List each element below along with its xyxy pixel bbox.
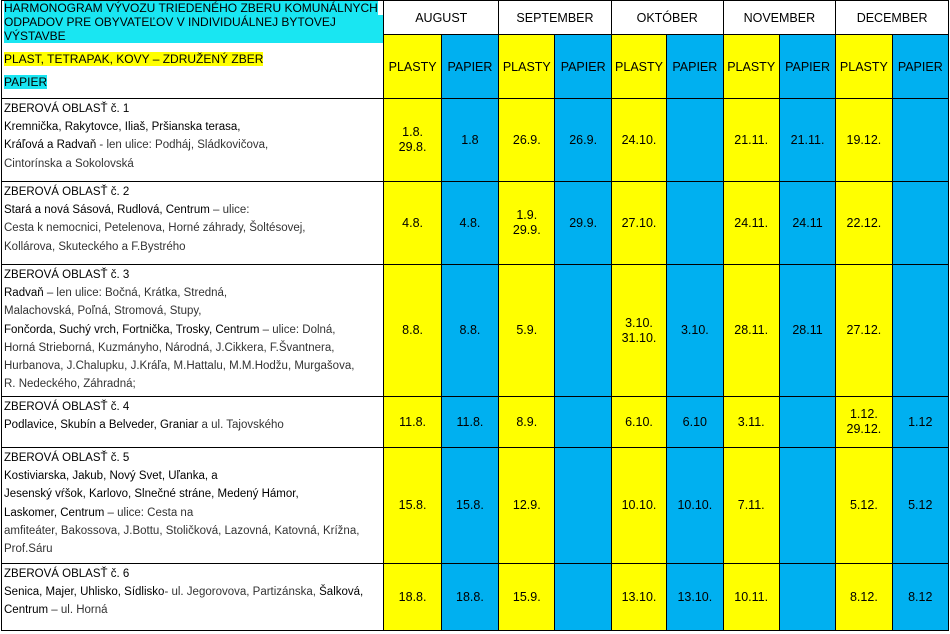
paper-date-cell: 11.8.	[441, 397, 498, 448]
paper-date-cell	[892, 182, 948, 265]
paper-date-cell	[555, 564, 611, 631]
table-row	[2, 564, 949, 631]
street-list: - len ulice: Podháj, Sládkovičova,	[96, 139, 269, 152]
area-title: ZBEROVÁ OBLASŤ č. 4	[4, 401, 130, 413]
paper-date-cell	[779, 397, 835, 448]
paper-header: PAPIER	[779, 35, 835, 99]
locality-name: Kostiviarska, Jakub, Nový Svet, Uľanka, a	[4, 470, 218, 483]
paper-date-cell: 6.10	[667, 397, 723, 448]
plastics-date-cell: 8.8.	[384, 265, 441, 397]
area-title: ZBEROVÁ OBLASŤ č. 6	[4, 568, 130, 580]
plastics-header: PLASTY	[384, 35, 441, 99]
plastics-date-cell: 12.9.	[499, 448, 555, 564]
month-header: OKTÓBER	[611, 1, 723, 35]
area-title: ZBEROVÁ OBLASŤ č. 3	[4, 269, 130, 281]
month-header: AUGUST	[384, 1, 499, 35]
paper-date-cell: 5.12	[892, 448, 948, 564]
street-list: – len ulice: Bočná, Krátka, Stredná,	[43, 287, 228, 300]
plastics-date-cell: 3.10. 31.10.	[611, 265, 666, 397]
plastics-date-cell: 15.9.	[499, 564, 555, 631]
table-row	[2, 397, 949, 448]
street-list: Prof.Sáru	[4, 543, 53, 556]
plastics-date-cell: 7.11.	[723, 448, 779, 564]
area-cell	[2, 397, 384, 448]
plastics-date-cell: 18.8.	[384, 564, 441, 631]
plastics-date-cell: 1.9. 29.9.	[499, 182, 555, 265]
month-header: NOVEMBER	[723, 1, 836, 35]
street-list: Malachovská, Poľná, Stromová, Stupy,	[4, 305, 202, 318]
plastics-date-cell: 10.10.	[611, 448, 666, 564]
paper-date-cell: 8.12	[892, 564, 948, 631]
paper-date-cell: 1.12	[892, 397, 948, 448]
paper-date-cell	[779, 564, 835, 631]
plastics-date-cell: 3.11.	[723, 397, 779, 448]
street-list: - ul. Jegorovova, Partizánska,	[164, 586, 320, 599]
paper-date-cell: 24.11	[779, 182, 835, 265]
locality-name: Šalková,	[319, 586, 364, 599]
street-list: R. Nedeckého, Záhradná;	[4, 378, 136, 391]
paper-date-cell: 26.9.	[555, 99, 611, 182]
plastics-date-cell: 26.9.	[499, 99, 555, 182]
area-streets-line	[4, 485, 381, 503]
paper-header: PAPIER	[892, 35, 948, 99]
locality-name: Podlavice, Skubín a Belveder, Graniar	[4, 419, 199, 432]
street-list: – ul. Horná	[48, 604, 108, 617]
paper-date-cell	[555, 397, 611, 448]
month-header: DECEMBER	[836, 1, 949, 35]
area-title: ZBEROVÁ OBLASŤ č. 2	[4, 186, 130, 198]
street-list: amfiteáter, Bakossova, J.Bottu, Stoličková, Lazovná, Katovná, Krížna,	[4, 524, 360, 537]
plastics-date-cell: 5.9.	[499, 265, 555, 397]
area-streets-line	[4, 504, 381, 522]
area-cell	[2, 448, 384, 564]
paper-date-cell: 18.8.	[441, 564, 498, 631]
area-streets-line	[4, 467, 381, 485]
area-streets-line	[4, 540, 381, 558]
street-list: a ul. Tajovského	[198, 419, 284, 432]
street-list: – ulice: Dolná,	[259, 323, 336, 336]
plastics-date-cell: 5.12.	[836, 448, 892, 564]
plastics-date-cell: 21.11.	[723, 99, 779, 182]
locality-name: Kráľová a Radvaň	[4, 139, 97, 152]
locality-name: Fončorda, Suchý vrch, Fortnička, Trosky, Centrum	[4, 323, 260, 336]
paper-date-cell	[555, 265, 611, 397]
schedule-title-line2: ODPADOV PRE OBYVATEĽOV V INDIVIDUÁLNEJ BYTOVEJ VÝSTAVBE	[4, 15, 383, 43]
table-row	[2, 448, 949, 564]
paper-date-cell: 1.8	[441, 99, 498, 182]
plastics-header: PLASTY	[836, 35, 892, 99]
plastics-date-cell: 11.8.	[384, 397, 441, 448]
area-streets-line	[4, 522, 381, 540]
area-streets-line	[4, 238, 381, 256]
area-cell	[2, 265, 384, 397]
plastics-date-cell: 19.12.	[836, 99, 892, 182]
area-streets-line	[4, 321, 381, 339]
street-list: Kollárova, Skuteckého a F.Bystrého	[4, 240, 186, 253]
plastics-date-cell: 15.8.	[384, 448, 441, 564]
street-list: – ulice: Cesta na	[104, 506, 194, 519]
area-streets-line	[4, 118, 381, 136]
paper-date-cell: 21.11.	[779, 99, 835, 182]
area-title: ZBEROVÁ OBLASŤ č. 5	[4, 452, 130, 464]
paper-date-cell: 4.8.	[441, 182, 498, 265]
paper-date-cell	[779, 448, 835, 564]
legend-plastics: PLAST, TETRAPAK, KOVY – ZDRUŽENÝ ZBER	[4, 52, 264, 66]
area-rows	[2, 99, 949, 631]
area-streets-line	[4, 601, 381, 619]
street-list: Hurbanova, J.Chalupku, J.Kráľa, M.Hattalu, M.M.Hodžu, Murgašova,	[4, 360, 355, 373]
paper-date-cell: 13.10.	[667, 564, 723, 631]
paper-date-cell	[892, 265, 948, 397]
area-cell	[2, 99, 384, 182]
street-list: Cintorínska a Sokolovská	[4, 157, 134, 170]
paper-date-cell: 10.10.	[667, 448, 723, 564]
month-header: SEPTEMBER	[499, 1, 612, 35]
paper-date-cell	[667, 99, 723, 182]
locality-name: Jesenský vŕšok, Karlovo, Slnečné stráne, Medený Hámor,	[4, 488, 299, 501]
plastics-date-cell: 8.12.	[836, 564, 892, 631]
locality-name: Radvaň	[4, 287, 44, 300]
plastics-date-cell: 1.8. 29.8.	[384, 99, 441, 182]
paper-date-cell: 28.11	[779, 265, 835, 397]
paper-date-cell	[555, 448, 611, 564]
area-title: ZBEROVÁ OBLASŤ č. 1	[4, 103, 130, 115]
paper-date-cell: 3.10.	[667, 265, 723, 397]
street-list: – ulice:	[209, 204, 250, 217]
plastics-date-cell: 27.10.	[611, 182, 666, 265]
table-row	[2, 99, 949, 182]
locality-name: Laskomer, Centrum	[4, 506, 105, 519]
plastics-date-cell: 1.12. 29.12.	[836, 397, 892, 448]
schedule-table	[1, 0, 949, 631]
street-list: Cesta k nemocnici, Petelenova, Horné záhrady, Šoltésovej,	[4, 222, 306, 235]
paper-header: PAPIER	[667, 35, 723, 99]
plastics-date-cell: 4.8.	[384, 182, 441, 265]
paper-date-cell: 15.8.	[441, 448, 498, 564]
plastics-date-cell: 22.12.	[836, 182, 892, 265]
plastics-date-cell: 10.11.	[723, 564, 779, 631]
paper-header: PAPIER	[441, 35, 498, 99]
area-streets-line	[4, 375, 381, 393]
area-streets-line	[4, 219, 381, 237]
plastics-date-cell: 24.10.	[611, 99, 666, 182]
paper-date-cell	[892, 99, 948, 182]
plastics-date-cell: 28.11.	[723, 265, 779, 397]
locality-name: Kremnička, Rakytovce, Iliaš, Pršianska terasa,	[4, 121, 241, 134]
area-cell	[2, 182, 384, 265]
area-streets-line	[4, 155, 381, 173]
paper-date-cell: 29.9.	[555, 182, 611, 265]
area-cell	[2, 564, 384, 631]
locality-name: Centrum	[4, 604, 49, 617]
plastics-header: PLASTY	[499, 35, 555, 99]
header-cell	[2, 1, 384, 99]
area-streets-line	[4, 583, 381, 601]
paper-date-cell: 8.8.	[441, 265, 498, 397]
locality-name: Senica, Majer, Uhlisko, Sídlisko	[4, 586, 165, 599]
plastics-date-cell: 13.10.	[611, 564, 666, 631]
area-streets-line	[4, 339, 381, 357]
area-streets-line	[4, 201, 381, 219]
plastics-header: PLASTY	[611, 35, 666, 99]
schedule-title-line1: HARMONOGRAM VÝVOZU TRIEDENÉHO ZBERU KOMUNÁLNYCH	[4, 1, 378, 15]
street-list: Horná Strieborná, Kuzmányho, Národná, J.Cikkera, F.Švantnera,	[4, 341, 335, 354]
area-streets-line	[4, 136, 381, 154]
area-streets-line	[4, 302, 381, 320]
plastics-header: PLASTY	[723, 35, 779, 99]
area-streets-line	[4, 284, 381, 302]
plastics-date-cell: 6.10.	[611, 397, 666, 448]
area-streets-line	[4, 357, 381, 375]
plastics-date-cell: 8.9.	[499, 397, 555, 448]
legend-paper: PAPIER	[4, 75, 48, 89]
paper-date-cell	[667, 182, 723, 265]
plastics-date-cell: 27.12.	[836, 265, 892, 397]
plastics-date-cell: 24.11.	[723, 182, 779, 265]
area-streets-line	[4, 416, 381, 434]
table-row	[2, 182, 949, 265]
locality-name: Stará a nová Sásová, Rudlová, Centrum	[4, 204, 210, 217]
paper-header: PAPIER	[555, 35, 611, 99]
table-row	[2, 265, 949, 397]
